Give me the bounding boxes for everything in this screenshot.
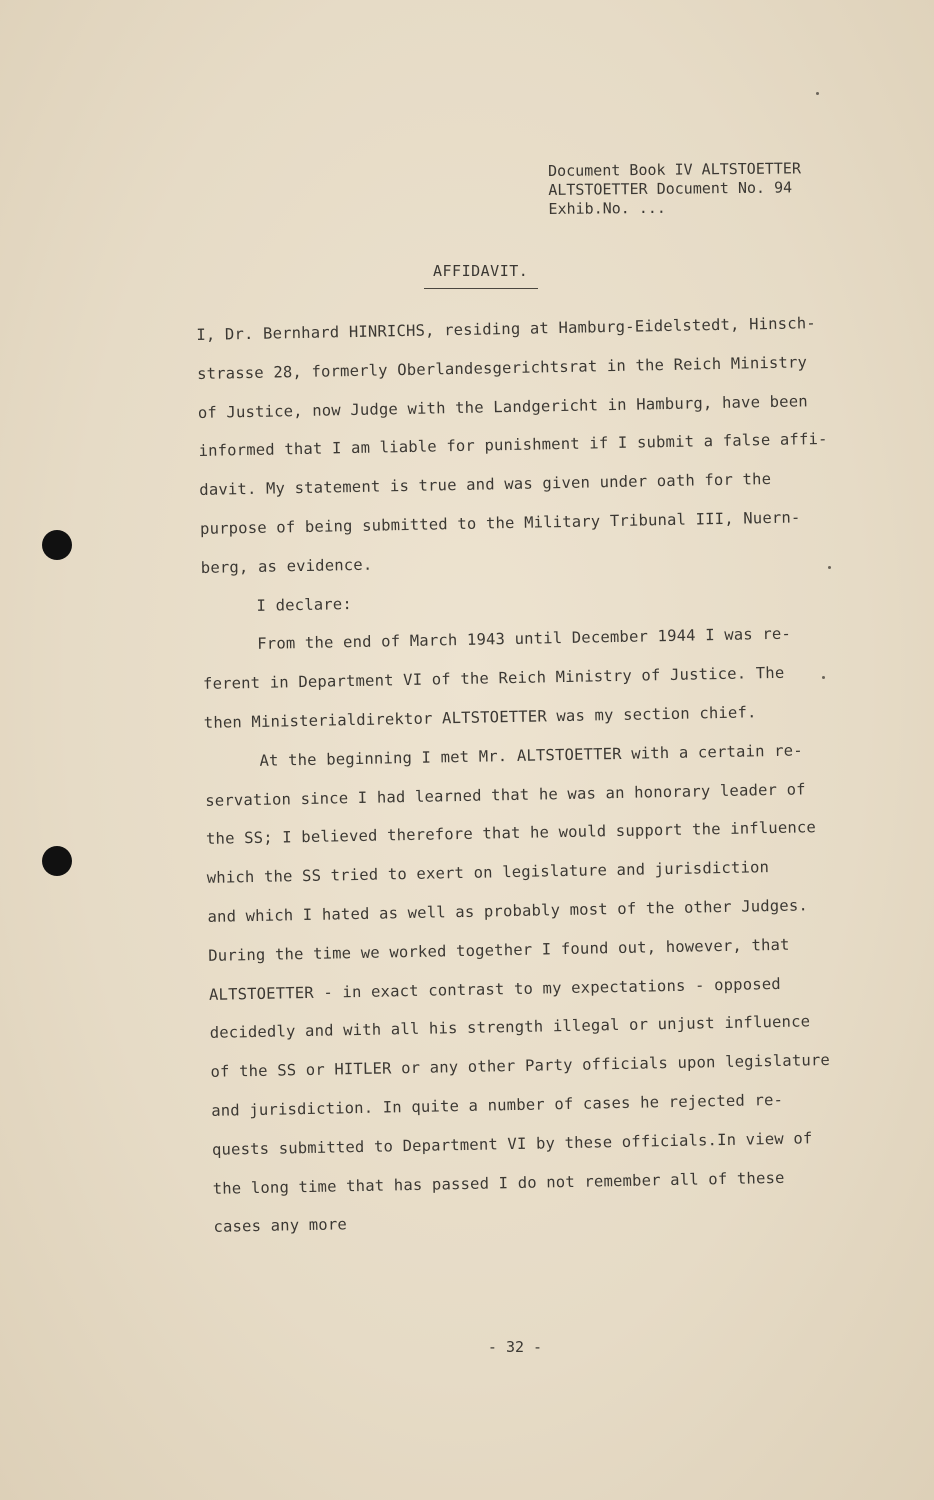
exhibit-number-line: Exhib.No. ... xyxy=(548,198,666,218)
body-line: I, Dr. Bernhard HINRICHS, residing at Hamburg-Eidelstedt, Hinsch- xyxy=(196,314,817,344)
body-line: At the beginning I met Mr. ALTSTOETTER with a certain re- xyxy=(259,741,803,770)
body-line: then Ministerialdirektor ALTSTOETTER was my section chief. xyxy=(203,703,757,732)
body-line: From the end of March 1943 until December 1944 I was re- xyxy=(257,625,792,654)
body-line: quests submitted to Department VI by these officials.In view of xyxy=(211,1129,813,1159)
body-line: decidedly and with all his strength illegal or unjust influence xyxy=(209,1012,811,1043)
page-number: - 32 - xyxy=(487,1338,543,1356)
body-line: During the time we worked together I found out, however, that xyxy=(208,935,790,965)
body-line: berg, as evidence. xyxy=(200,555,373,577)
affidavit-body xyxy=(196,303,874,1247)
body-line: the long time that has passed I do not remember all of these xyxy=(212,1168,785,1198)
body-line: the SS; I believed therefore that he would support the influence xyxy=(205,818,817,849)
body-line: I declare: xyxy=(256,594,353,615)
body-line: which the SS tried to exert on legislature and jurisdiction xyxy=(206,858,770,888)
body-line: informed that I am liable for punishment if I submit a false affi- xyxy=(198,430,828,461)
body-line: of Justice, now Judge with the Landgericht in Hamburg, have been xyxy=(197,391,808,422)
punch-hole xyxy=(42,846,72,876)
body-line: ferent in Department VI of the Reich Ministry of Justice. The xyxy=(202,663,785,694)
body-line: strasse 28, formerly Oberlandesgerichtsrat in the Reich Ministry xyxy=(196,353,808,383)
document-title: AFFIDAVIT. xyxy=(433,262,529,280)
document-book-line: Document Book IV ALTSTOETTER xyxy=(548,159,802,180)
body-line: and which I hated as well as probably most of the other Judges. xyxy=(207,896,809,926)
body-line: davit. My statement is true and was given under oath for the xyxy=(199,470,772,500)
document-reference-block xyxy=(548,159,801,219)
punch-hole xyxy=(42,530,72,560)
title-underline xyxy=(424,288,538,289)
body-line: of the SS or HITLER or any other Party officials upon legislature xyxy=(210,1051,831,1081)
body-line: ALTSTOETTER - in exact contrast to my expectations - opposed xyxy=(208,974,782,1004)
body-line: cases any more xyxy=(213,1215,348,1237)
body-line: servation since I had learned that he was an honorary leader of xyxy=(205,779,806,810)
body-line: purpose of being submitted to the Military Tribunal III, Nuern- xyxy=(199,508,801,538)
paper-speck xyxy=(816,92,819,95)
body-line: and jurisdiction. In quite a number of cases he rejected re- xyxy=(211,1090,784,1120)
document-number-line: ALTSTOETTER Document No. 94 xyxy=(548,178,793,199)
